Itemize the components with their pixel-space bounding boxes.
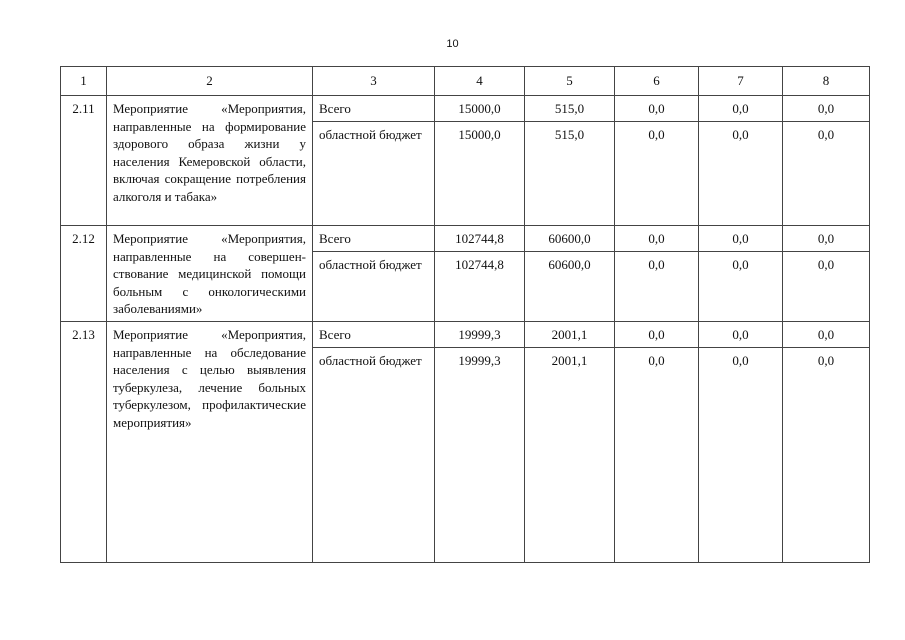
value-cell: 0,0 <box>783 252 870 322</box>
header-cell: 3 <box>313 67 435 96</box>
value-cell: 0,0 <box>699 252 783 322</box>
value-cell: 0,0 <box>615 252 699 322</box>
header-cell: 5 <box>525 67 615 96</box>
value-cell: 0,0 <box>699 226 783 252</box>
funding-source: Всего <box>313 322 435 348</box>
value-cell: 515,0 <box>525 96 615 122</box>
table-row <box>61 322 870 348</box>
value-cell: 0,0 <box>783 322 870 348</box>
value-cell: 2001,1 <box>525 322 615 348</box>
item-number: 2.12 <box>61 226 107 322</box>
value-cell: 60600,0 <box>525 226 615 252</box>
value-cell: 0,0 <box>615 96 699 122</box>
value-cell: 0,0 <box>699 348 783 563</box>
value-cell: 19999,3 <box>435 322 525 348</box>
item-description: Мероприятие «Мероприятия, направленные на совершенствование медицинской помощи больным с онкологическими заболеваниями» <box>107 226 313 322</box>
header-cell: 6 <box>615 67 699 96</box>
value-cell: 2001,1 <box>525 348 615 563</box>
item-description: Мероприятие «Мероприятия, направленные на обследование населения с целью выявления туберкулеза, лечение больных туберкулезом, профилактические мероприятия» <box>107 322 313 563</box>
value-cell: 0,0 <box>783 348 870 563</box>
value-cell: 0,0 <box>699 122 783 226</box>
value-cell: 515,0 <box>525 122 615 226</box>
value-cell: 0,0 <box>783 226 870 252</box>
table-row <box>61 96 870 122</box>
funding-source: Всего <box>313 226 435 252</box>
header-row <box>61 67 870 96</box>
funding-source: Всего <box>313 96 435 122</box>
header-cell: 8 <box>783 67 870 96</box>
item-description: Мероприятие «Мероприятия, направленные на формирование здорового образа жизни у населения Кемеровской области, включая сокращение потребления алкоголя и табака» <box>107 96 313 226</box>
value-cell: 0,0 <box>615 348 699 563</box>
header-cell: 4 <box>435 67 525 96</box>
funding-source: областной бюджет <box>313 122 435 226</box>
header-cell: 7 <box>699 67 783 96</box>
page-number: 10 <box>446 38 459 50</box>
value-cell: 15000,0 <box>435 96 525 122</box>
item-number: 2.11 <box>61 96 107 226</box>
table-row <box>61 226 870 252</box>
value-cell: 0,0 <box>699 96 783 122</box>
header-cell: 2 <box>107 67 313 96</box>
value-cell: 0,0 <box>615 122 699 226</box>
funding-source: областной бюджет <box>313 252 435 322</box>
budget-table <box>60 66 870 563</box>
value-cell: 15000,0 <box>435 122 525 226</box>
value-cell: 102744,8 <box>435 226 525 252</box>
item-number: 2.13 <box>61 322 107 563</box>
header-cell: 1 <box>61 67 107 96</box>
value-cell: 0,0 <box>615 226 699 252</box>
value-cell: 0,0 <box>783 122 870 226</box>
value-cell: 0,0 <box>699 322 783 348</box>
funding-source: областной бюджет <box>313 348 435 563</box>
value-cell: 0,0 <box>615 322 699 348</box>
value-cell: 102744,8 <box>435 252 525 322</box>
value-cell: 0,0 <box>783 96 870 122</box>
value-cell: 19999,3 <box>435 348 525 563</box>
value-cell: 60600,0 <box>525 252 615 322</box>
